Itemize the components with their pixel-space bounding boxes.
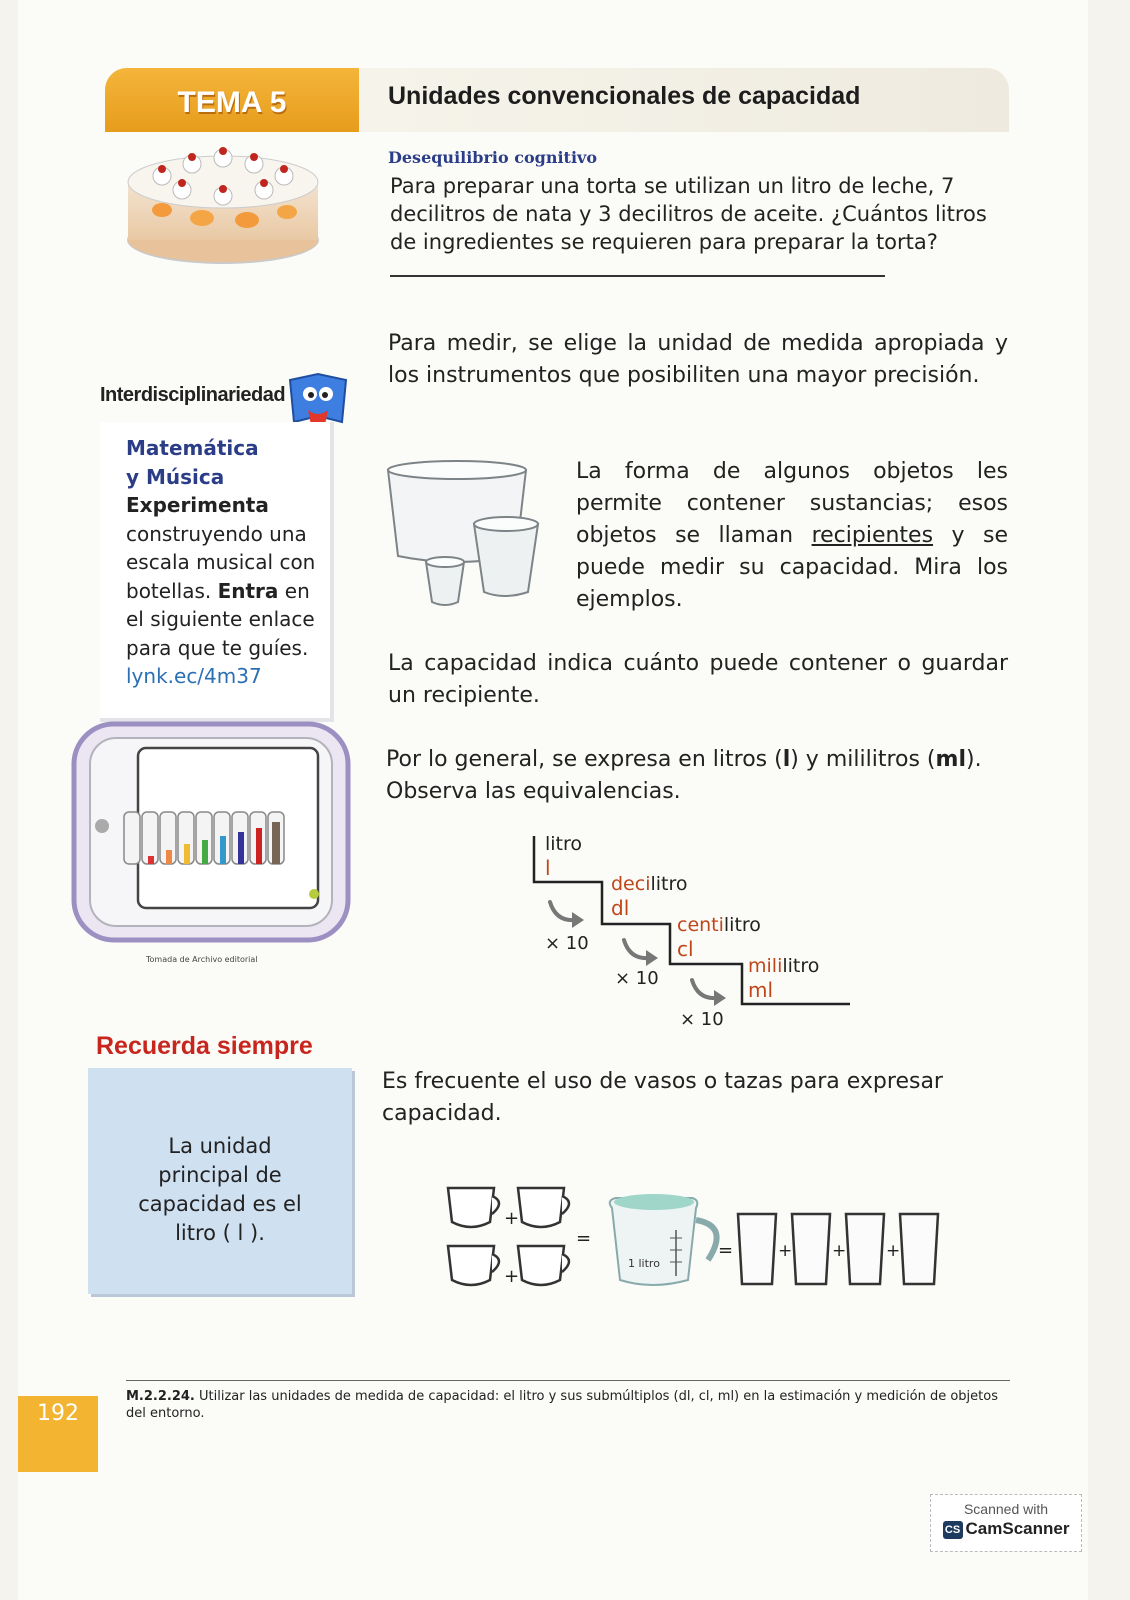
desequilibrio-label: Desequilibrio cognitivo [388,148,597,167]
footer-divider [126,1380,1010,1381]
p2-text-before: La forma de algunos objetos les permite contener sustancias; esos objetos se llaman [576,459,1008,548]
scanner-line2 [931,1519,1081,1539]
desequilibrio-question [390,172,990,284]
litro-symbol: l [782,747,791,772]
paragraph-medir: Para medir, se elige la unidad de medida apropiada y los instrumentos que posibiliten una mayor precisión. [388,331,1008,388]
entra-text: en el siguiente enlace para que te guíes. [126,578,315,660]
footer-objective [126,1388,1006,1422]
step-decilitro-label: decilitro [611,873,688,895]
paragraph-vasos: Es frecuente el uso de vasos o tazas para expresar capacidad. [382,1069,943,1126]
scanner-line1: Scanned with [963,1501,1049,1517]
glasses-plus-3: + [886,1241,901,1261]
cups-plus-1: + [504,1208,520,1229]
step-mililitro-symbol: ml [748,978,774,1002]
page-title: Unidades convencionales de capacidad [388,82,861,110]
paragraph-recipientes [576,456,1008,616]
multiplier-1: × 10 [545,933,589,954]
interdisciplinariedad-text [126,434,326,691]
multiplier-3: × 10 [680,1009,724,1030]
p4-text-before: Por lo general, se expresa en litros ( [386,747,783,772]
paragraph-capacidad: La capacidad indica cuánto puede contener o guardar un recipiente. [388,651,1008,708]
recipientes-term: recipientes [811,523,934,548]
glasses-plus-1: + [778,1241,793,1261]
glass-containers-icon [384,460,544,610]
cups-equivalence-illustration [440,1180,950,1295]
multiplier-2: × 10 [615,968,659,989]
image-credit: Tomada de Archivo editorial [146,955,258,964]
cups-plus-2: + [504,1266,520,1287]
jug-label: 1 litro [628,1257,660,1270]
camscanner-logo-icon: CS [943,1521,963,1539]
cups-equals: = [576,1228,592,1249]
answer-line[interactable] [390,275,885,277]
glasses-equals: = [718,1240,734,1261]
subject-matematica: Matemática [126,436,259,460]
step-litro-label: litro [545,833,583,855]
objective-text: Utilizar las unidades de medida de capacidad: el litro y sus submúltiplos (dl, cl, ml) en la estimación y medición de objetos del entorno. [126,1389,998,1421]
measuring-jug-icon [610,1194,717,1285]
tema-tab: TEMA 5 [105,68,359,132]
experimenta-text: construyendo una escala musical con botellas. [126,521,316,603]
glasses-plus-2: + [832,1241,847,1261]
step-centilitro-symbol: cl [677,937,694,961]
page-number: 192 [18,1396,98,1472]
paragraph-unidades [386,744,1008,808]
subject-musica: y Música [126,464,225,489]
step-mililitro-label: mililitro [748,955,820,977]
p2-text-after: y se puede medir su capacidad. Mira los ejemplos. [576,523,1008,612]
cake-icon [122,128,324,270]
interdisciplinariedad-heading: Interdisciplinariedad [100,384,286,406]
recuerda-text: La unidad principal de capacidad es el litro ( l ). [138,1134,302,1245]
step-centilitro-label: centilitro [677,914,761,936]
experimenta-word: Experimenta [126,493,269,517]
entra-word: Entra [217,578,279,603]
p4-line2: Observa las equivalencias. [386,779,681,804]
camscanner-watermark [930,1494,1082,1552]
recuerda-title: Recuerda siempre [96,1032,313,1060]
objective-code: M.2.2.24. [126,1389,195,1404]
step-decilitro-symbol: dl [611,896,630,920]
desequilibrio-text: Para preparar una torta se utilizan un litro de leche, 7 decilitros de nata y 3 decilitros de aceite. ¿Cuántos litros de ingredientes se requieren para preparar la torta? [390,174,987,254]
p4-text-after: ). [965,747,982,772]
p4-text-mid: ) y mililitros ( [790,747,936,772]
resource-link[interactable]: lynk.ec/4m37 [126,664,262,688]
scanner-brand: CamScanner [965,1519,1070,1538]
mililitro-symbol: ml [935,747,966,772]
step-litro-symbol: l [545,856,551,880]
tablet-bottles-illustration [68,714,354,946]
